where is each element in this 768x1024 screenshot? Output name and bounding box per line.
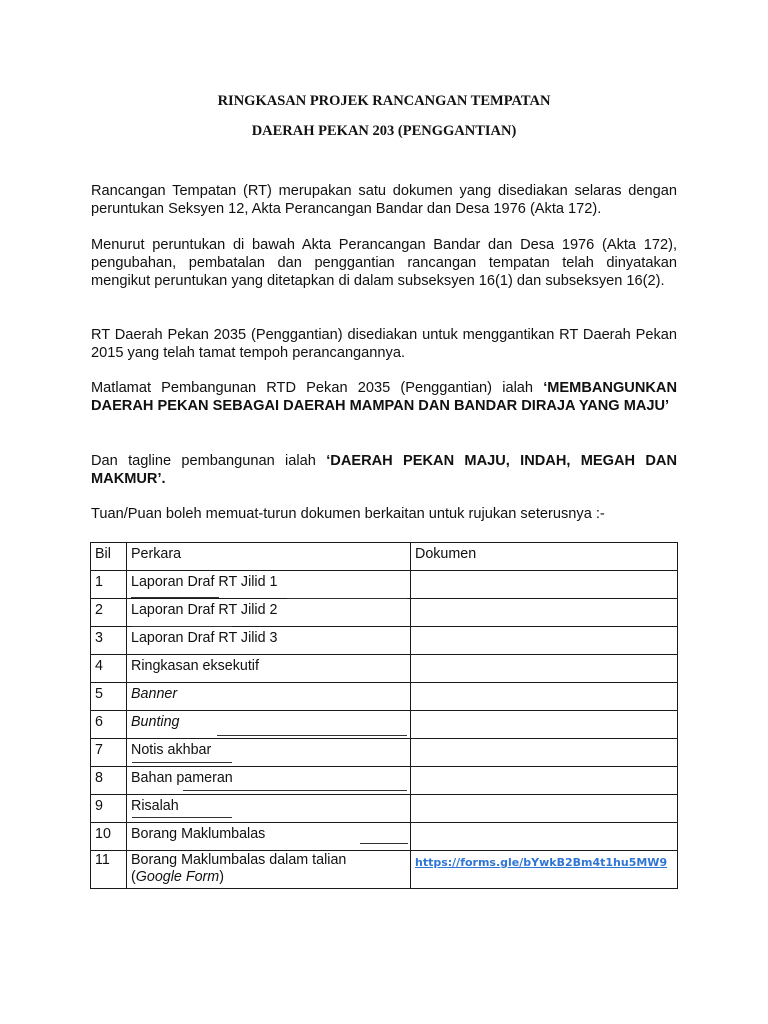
- paragraph-download-note: Tuan/Puan boleh memuat-turun dokumen berkaitan untuk rujukan seterusnya :-: [91, 506, 605, 522]
- stray-line: [132, 626, 232, 627]
- cell-bil: 2: [91, 599, 127, 627]
- table-row: [91, 571, 678, 599]
- paren-open: (: [131, 869, 136, 885]
- goal-lead-text: Matlamat Pembangunan RTD Pekan 2035 (Penggantian) ialah: [91, 380, 544, 396]
- cell-perkara: Borang Maklumbalas: [127, 823, 411, 851]
- cell-bil: 8: [91, 767, 127, 795]
- header-bil: Bil: [91, 543, 127, 571]
- cell-bil: 5: [91, 683, 127, 711]
- google-form-link[interactable]: https://forms.gle/bYwkB2Bm4t1hu5MW9: [415, 856, 668, 869]
- paragraph-replacement: RT Daerah Pekan 2035 (Penggantian) disediakan untuk menggantikan RT Daerah Pekan 2015 yang telah tamat tempoh perancangannya.: [91, 327, 677, 361]
- document-title-line1: RINGKASAN PROJEK RANCANGAN TEMPATAN: [217, 93, 551, 109]
- cell-bil: 7: [91, 739, 127, 767]
- cell-dokumen: [411, 851, 678, 889]
- paragraph-goal: [91, 379, 677, 415]
- stray-line: [131, 597, 219, 598]
- table-row: [91, 795, 678, 823]
- cell-dokumen: [411, 655, 678, 683]
- perkara-line1: Borang Maklumbalas dalam talian: [131, 852, 347, 868]
- cell-perkara: Banner: [127, 683, 411, 711]
- cell-dokumen: [411, 571, 678, 599]
- google-form-label: Google Form: [135, 869, 220, 885]
- cell-bil: 4: [91, 655, 127, 683]
- cell-perkara: Laporan Draf RT Jilid 1: [127, 571, 411, 599]
- tagline-statement: ‘DAERAH PEKAN MAJU, INDAH, MEGAH DAN MAKMUR’.: [91, 453, 677, 487]
- paragraph-legal-basis: Menurut peruntukan di bawah Akta Perancangan Bandar dan Desa 1976 (Akta 172), pengubahan, pembatalan dan penggantian rancangan tempatan telah dinyatakan mengikut peruntukan yang ditetapkan di dalam subseksyen 16(1) dan subseksyen 16(2).: [91, 237, 677, 289]
- stray-line: [360, 843, 408, 844]
- documents-table: [90, 542, 678, 889]
- tagline-lead-text: Dan tagline pembangunan ialah: [91, 453, 327, 469]
- cell-perkara: Risalah: [127, 795, 411, 823]
- cell-perkara: Bahan pameran: [127, 767, 411, 795]
- table-row: [91, 851, 678, 889]
- stray-line: [217, 735, 407, 736]
- cell-perkara: Bunting: [127, 711, 411, 739]
- cell-dokumen: [411, 683, 678, 711]
- stray-line: [287, 598, 407, 599]
- cell-bil: 9: [91, 795, 127, 823]
- cell-bil: 1: [91, 571, 127, 599]
- cell-dokumen: [411, 711, 678, 739]
- cell-perkara: Notis akhbar: [127, 739, 411, 767]
- cell-bil: 3: [91, 627, 127, 655]
- paragraph-intro: Rancangan Tempatan (RT) merupakan satu dokumen yang disediakan selaras dengan peruntukan Seksyen 12, Akta Perancangan Bandar dan Desa 1976 (Akta 172).: [91, 183, 677, 217]
- cell-perkara: Ringkasan eksekutif: [127, 655, 411, 683]
- table-header-row: [91, 543, 678, 571]
- cell-bil: 10: [91, 823, 127, 851]
- cell-dokumen: [411, 795, 678, 823]
- paren-close: ): [219, 869, 224, 885]
- stray-line: [183, 790, 407, 791]
- stray-line: [132, 817, 232, 818]
- document-title-line2: DAERAH PEKAN 203 (PENGGANTIAN): [251, 123, 517, 139]
- table-row: [91, 627, 678, 655]
- header-perkara: Perkara: [127, 543, 411, 571]
- cell-bil: 6: [91, 711, 127, 739]
- cell-bil: 11: [91, 851, 127, 889]
- table-row: [91, 655, 678, 683]
- cell-dokumen: [411, 739, 678, 767]
- cell-dokumen: [411, 627, 678, 655]
- header-dokumen: Dokumen: [411, 543, 678, 571]
- table-row: [91, 823, 678, 851]
- cell-perkara: [127, 851, 411, 889]
- paragraph-tagline: [91, 452, 677, 488]
- goal-statement: ‘MEMBANGUNKAN DAERAH PEKAN SEBAGAI DAERAH MAMPAN DAN BANDAR DIRAJA YANG MAJU’: [91, 380, 677, 414]
- cell-perkara: Laporan Draf RT Jilid 2: [127, 599, 411, 627]
- stray-line: [132, 762, 232, 763]
- cell-dokumen: [411, 599, 678, 627]
- cell-perkara: Laporan Draf RT Jilid 3: [127, 627, 411, 655]
- table-row: [91, 599, 678, 627]
- cell-dokumen: [411, 767, 678, 795]
- cell-dokumen: [411, 823, 678, 851]
- table-row: [91, 683, 678, 711]
